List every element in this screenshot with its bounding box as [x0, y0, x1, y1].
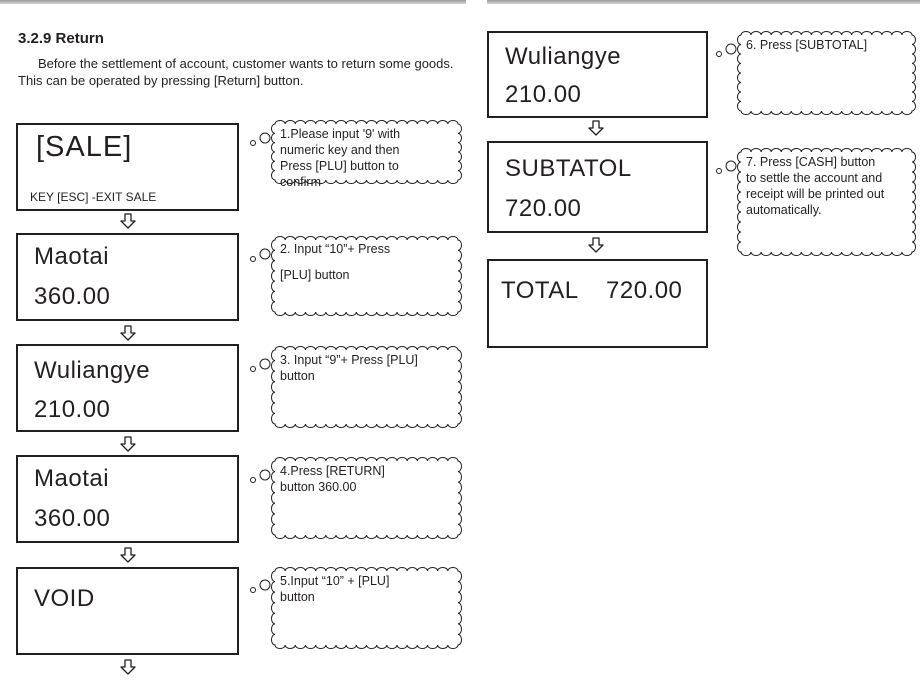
note-step2: [246, 236, 462, 316]
bubble-tail-circle: [251, 478, 256, 483]
note-step1-text: 1.Please input '9' with numeric key and then Press [PLU] button to confirm: [280, 127, 401, 189]
lcd-screen-step6: [487, 31, 708, 118]
bubble-tail-circle: [251, 367, 256, 372]
note-step2-text: 2. Input “10”+ Press [PLU] button: [280, 242, 391, 282]
screen-step6-price: 210.00: [505, 81, 582, 108]
bubble-tail-circle: [260, 249, 270, 259]
note-step5: [246, 567, 462, 649]
bubble-tail-circle: [260, 359, 270, 369]
note-step6-text: 6. Press [SUBTOTAL]: [746, 38, 868, 52]
note-step5-text: 5.Input “10” + [PLU] button: [280, 574, 390, 604]
note-step3: [246, 346, 462, 428]
screen-step4-item: Maotai: [34, 465, 110, 492]
bubble-tail-circle: [260, 133, 270, 143]
screen-step4-price: 360.00: [34, 505, 111, 532]
bubble-tail-circle: [726, 161, 736, 171]
bubble-tail-circle: [726, 44, 736, 54]
screen-void-text: VOID: [34, 585, 95, 612]
page-header-bar-left: [0, 0, 466, 4]
screen-step6-item: Wuliangye: [505, 43, 622, 70]
lcd-screen-void: [16, 567, 239, 655]
bubble-tail-circle: [251, 257, 256, 262]
page-header-bar-right: [487, 0, 920, 4]
down-arrow-icon: [120, 436, 136, 452]
note-step7-text: 7. Press [CASH] button to settle the account and receipt will be printed out automatically.: [746, 155, 885, 217]
screen-total-value: 720.00: [606, 277, 683, 304]
lcd-screen-total: [487, 259, 708, 348]
lcd-screen-step3: [16, 344, 239, 432]
note-step7: [712, 148, 916, 256]
lcd-screen-step4: [16, 455, 239, 543]
screen-subtotal-label: SUBTATOL: [505, 155, 632, 182]
lcd-screen-step2: [16, 233, 239, 321]
bubble-tail-circle: [251, 588, 256, 593]
bubble-tail-circle: [717, 169, 722, 174]
down-arrow-icon: [120, 325, 136, 341]
note-step1: [246, 120, 462, 189]
lcd-screen-subtotal: [487, 141, 708, 233]
note-step3-text: 3. Input “9”+ Press [PLU] button: [280, 353, 418, 383]
down-arrow-icon: [120, 547, 136, 563]
screen-subtotal-value: 720.00: [505, 195, 582, 222]
note-step6: [712, 31, 916, 115]
note-step4: [246, 457, 462, 539]
section-intro: Before the settlement of account, customer wants to return some goods. This can be operated by pressing [Return] button.: [18, 56, 454, 88]
bubble-tail-circle: [260, 470, 270, 480]
lcd-screen-sale: [16, 123, 239, 211]
screen-step3-price: 210.00: [34, 396, 111, 423]
down-arrow-icon: [588, 237, 604, 253]
bubble-tail-circle: [260, 580, 270, 590]
screen-step3-item: Wuliangye: [34, 357, 151, 384]
bubble-tail-circle: [251, 141, 256, 146]
screen-step2-item: Maotai: [34, 243, 110, 270]
screen-total-label: TOTAL: [501, 277, 579, 304]
screen-sale-title: [SALE]: [36, 131, 133, 163]
down-arrow-icon: [120, 659, 136, 675]
down-arrow-icon: [120, 213, 136, 229]
down-arrow-icon: [588, 120, 604, 136]
section-title: 3.2.9 Return: [18, 30, 104, 47]
bubble-tail-circle: [717, 52, 722, 57]
note-step4-text: 4.Press [RETURN] button 360.00: [280, 464, 385, 494]
screen-step2-price: 360.00: [34, 283, 111, 310]
screen-sale-hint: KEY [ESC] -EXIT SALE: [30, 190, 157, 204]
